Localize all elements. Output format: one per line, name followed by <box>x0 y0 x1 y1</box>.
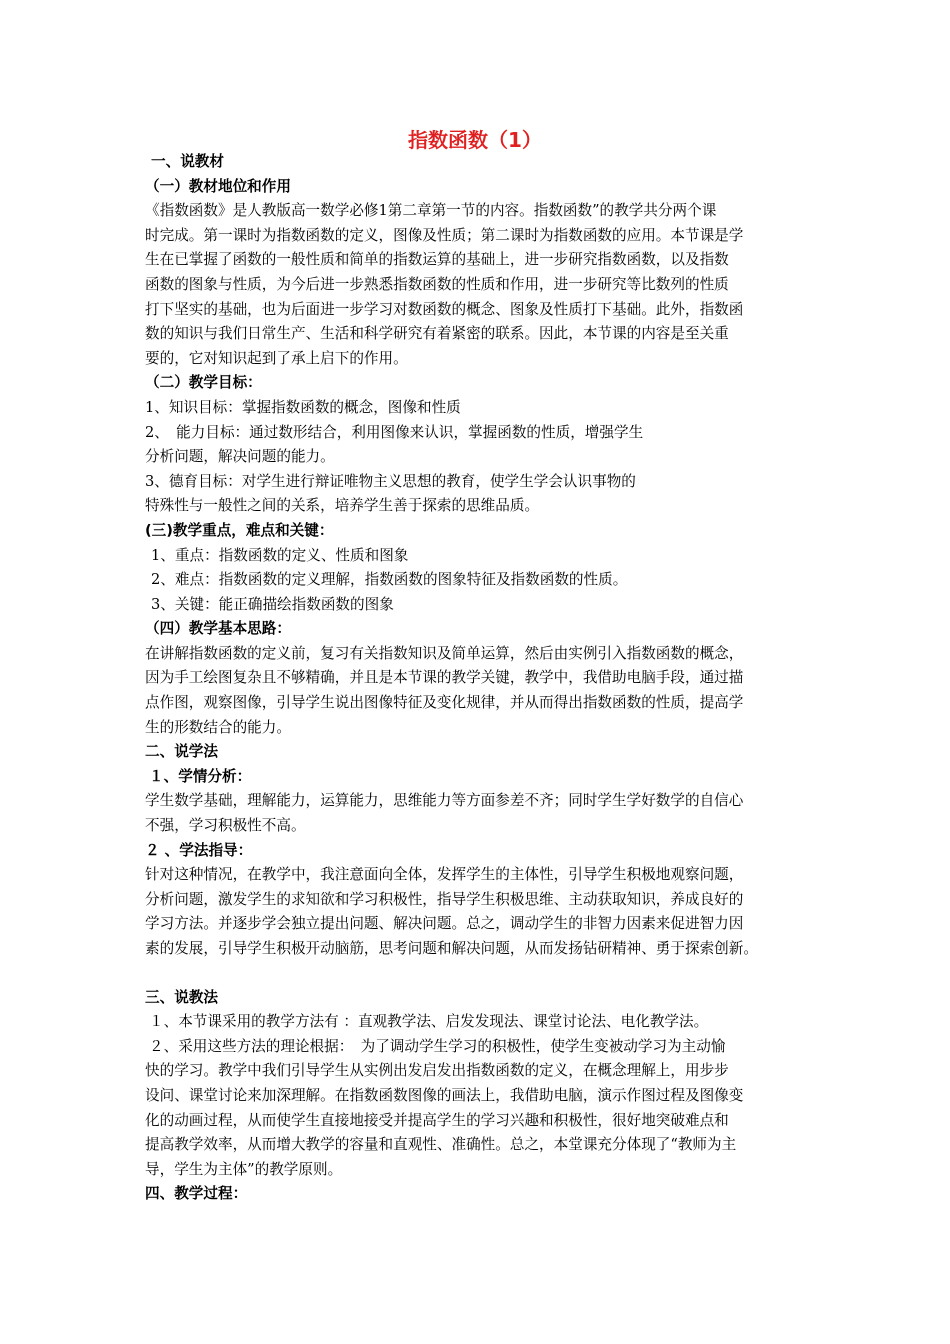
paragraph-line: 要的，它对知识起到了承上启下的作用。 <box>145 349 408 367</box>
subsection-heading: １、学情分析： <box>149 767 252 785</box>
list-item: １、本节课采用的教学方法有 ：直观教学法、启发发现法、课堂讨论法、电化教学法。 <box>149 1013 709 1031</box>
subsection-heading: (三)教学重点，难点和关键： <box>145 521 334 539</box>
paragraph-line: 提高教学效率，从而增大教学的容量和直观性、准确性。总之，本堂课充分体现了“教师为主 <box>145 1136 737 1154</box>
paragraph-line: 时完成。第一课时为指数函数的定义，图像及性质；第二课时为指数函数的应用。本节课是学 <box>145 226 744 244</box>
paragraph-line: 特殊性与一般性之间的关系，培养学生善于探索的思维品质。 <box>145 497 540 515</box>
paragraph-line: 生在已掌握了函数的一般性质和简单的指数运算的基础上，进一步研究指数函数，以及指数 <box>145 251 729 269</box>
paragraph-line: 1、知识目标：掌握指数函数的概念，图像和性质 <box>145 398 461 416</box>
paragraph-line: 化的动画过程，从而使学生直接地接受并提高学生的学习兴趣和积极性，很好地突破难点和 <box>145 1111 729 1129</box>
paragraph-line: 在讲解指数函数的定义前，复习有关指数知识及简单运算，然后由实例引入指数函数的概念， <box>145 644 744 662</box>
paragraph-line: 点作图，观察图像，引导学生说出图像特征及变化规律，并从而得出指数函数的性质，提高学 <box>145 694 744 712</box>
paragraph-line: 《指数函数》是人教版高一数学必修1第二章第一节的内容。指数函数”的教学共分两个课 <box>145 202 717 220</box>
subsection-heading: （一）教材地位和作用 <box>145 177 291 195</box>
paragraph-line: 不强，学习积极性不高。 <box>145 817 306 835</box>
paragraph-line: 针对这种情况，在教学中，我注意面向全体，发挥学生的主体性，引导学生积极地观察问题， <box>145 866 744 884</box>
paragraph-line: 3、德育目标：对学生进行辩证唯物主义思想的教育，使学生学会认识事物的 <box>145 472 636 490</box>
list-item: 3、关键：能正确描绘指数函数的图象 <box>151 595 394 613</box>
list-item: 2、难点：指数函数的定义理解，指数函数的图象特征及指数函数的性质。 <box>151 571 628 589</box>
document-title: 指数函数（1） <box>408 128 542 152</box>
paragraph-line: 分析问题，解决问题的能力。 <box>145 448 335 466</box>
paragraph-line: 打下坚实的基础，也为后面进一步学习对数函数的概念、图象及性质打下基础。此外，指数函 <box>145 300 744 318</box>
paragraph-line: 设问、课堂讨论来加深理解。在指数函数图像的画法上，我借助电脑，演示作图过程及图像变 <box>145 1086 744 1104</box>
section-heading: 一、说教材 <box>151 153 224 170</box>
paragraph-line: 函数的图象与性质，为今后进一步熟悉指数函数的性质和作用，进一步研究等比数列的性质 <box>145 275 729 293</box>
section-heading: 二、说学法 <box>145 743 218 761</box>
subsection-heading: （二）教学目标： <box>145 374 262 392</box>
section-heading: 四、教学过程： <box>145 1185 248 1203</box>
paragraph-line: 学生数学基础，理解能力，运算能力，思维能力等方面参差不齐；同时学生学好数学的自信心 <box>145 792 744 810</box>
paragraph-line: 2、 能力目标：通过数形结合，利用图像来认识，掌握函数的性质，增强学生 <box>145 423 644 441</box>
subsection-heading: ２ 、学法指导： <box>145 841 253 859</box>
paragraph-line: ２、采用这些方法的理论根据： 为了调动学生学习的积极性，使学生变被动学习为主动愉 <box>149 1037 726 1055</box>
paragraph-line: 素的发展，引导学生积极开动脑筋，思考问题和解决问题，从而发扬钻研精神、勇于探索创新。 <box>145 940 758 957</box>
paragraph-line: 分析问题，激发学生的求知欲和学习积极性，指导学生积极思维、主动获取知识，养成良好的 <box>145 890 744 908</box>
paragraph-line: 导，学生为主体”的教学原则。 <box>145 1160 343 1178</box>
paragraph-line: 因为手工绘图复杂且不够精确，并且是本节课的教学关键，教学中，我借助电脑手段，通过描 <box>145 669 744 687</box>
subsection-heading: （四）教学基本思路： <box>145 620 291 638</box>
paragraph-line: 快的学习。教学中我们引导学生从实例出发启发出指数函数的定义，在概念理解上，用步步 <box>145 1062 729 1080</box>
paragraph-line: 学习方法。并逐步学会独立提出问题、解决问题。总之，调动学生的非智力因素来促进智力因 <box>145 915 744 933</box>
section-heading: 三、说教法 <box>145 988 218 1006</box>
paragraph-line: 生的形数结合的能力。 <box>145 718 291 736</box>
spacer <box>145 962 815 986</box>
list-item: 1、重点：指数函数的定义、性质和图象 <box>151 546 409 564</box>
paragraph-line: 数的知识与我们日常生产、生活和科学研究有着紧密的联系。因此，本节课的内容是至关重 <box>145 325 729 343</box>
document-body <box>145 150 815 1207</box>
